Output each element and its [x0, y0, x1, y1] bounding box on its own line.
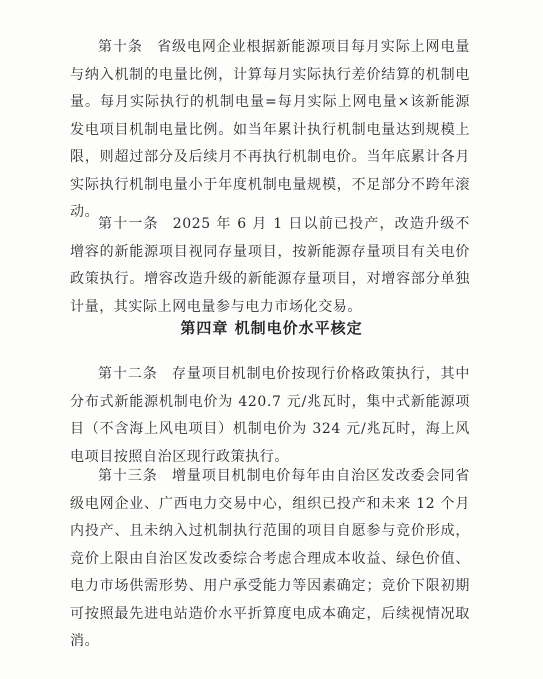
article-12-label: 第十二条: [98, 366, 158, 382]
chapter-heading: 第四章 机制电价水平核定: [180, 319, 363, 337]
article-12: [70, 361, 470, 471]
article-11-label: 第十一条: [98, 216, 159, 232]
article-11-text: 2025 年 6 月 1 日以前已投产，改造升级不增容的新能源项目视同存量项目，按新能源存量项目有关电价政策执行。增容改造升级的新能源存量项目，对增容部分单独计量，其实际上网电量参与电力市场化交易。: [70, 216, 470, 315]
article-10: [70, 34, 470, 227]
article-10-text: 省级电网企业根据新能源项目每月实际上网电量与纳入机制的电量比例，计算每月实际执行差价结算的机制电量。每月实际执行的机制电量=每月实际上网电量×该新能源发电项目机制电量比例。如当年累计执行机制电量达到规模上限，则超过部分及后续月不再执行机制电价。当年底累计各月实际执行机制电量小于年度机制电量规模，不足部分不跨年滚动。: [70, 39, 470, 220]
article-11: [70, 211, 470, 321]
article-13-text: 增量项目机制电价每年由自治区发改委会同省级电网企业、广西电力交易中心，组织已投产和未来 12 个月内投产、且未纳入过机制执行范围的项目自愿参与竞价形成，竞价上限由自治区发改委综合考虑合理成本收益、绿色价值、电力市场供需形势、用户承受能力等因素确定；竞价下限初期可按照最先进电站造价水平折算度电成本确定，后续视情况取消。: [70, 468, 470, 649]
article-13-label: 第十三条: [98, 468, 158, 484]
article-10-label: 第十条: [98, 39, 143, 55]
article-12-text: 存量项目机制电价按现行价格政策执行，其中分布式新能源机制电价为 420.7 元/兆瓦时，集中式新能源项目（不含海上风电项目）机制电价为 324 元/兆瓦时，海上风电项目按照自治区现行政策执行。: [70, 366, 470, 465]
article-13: [70, 463, 470, 656]
